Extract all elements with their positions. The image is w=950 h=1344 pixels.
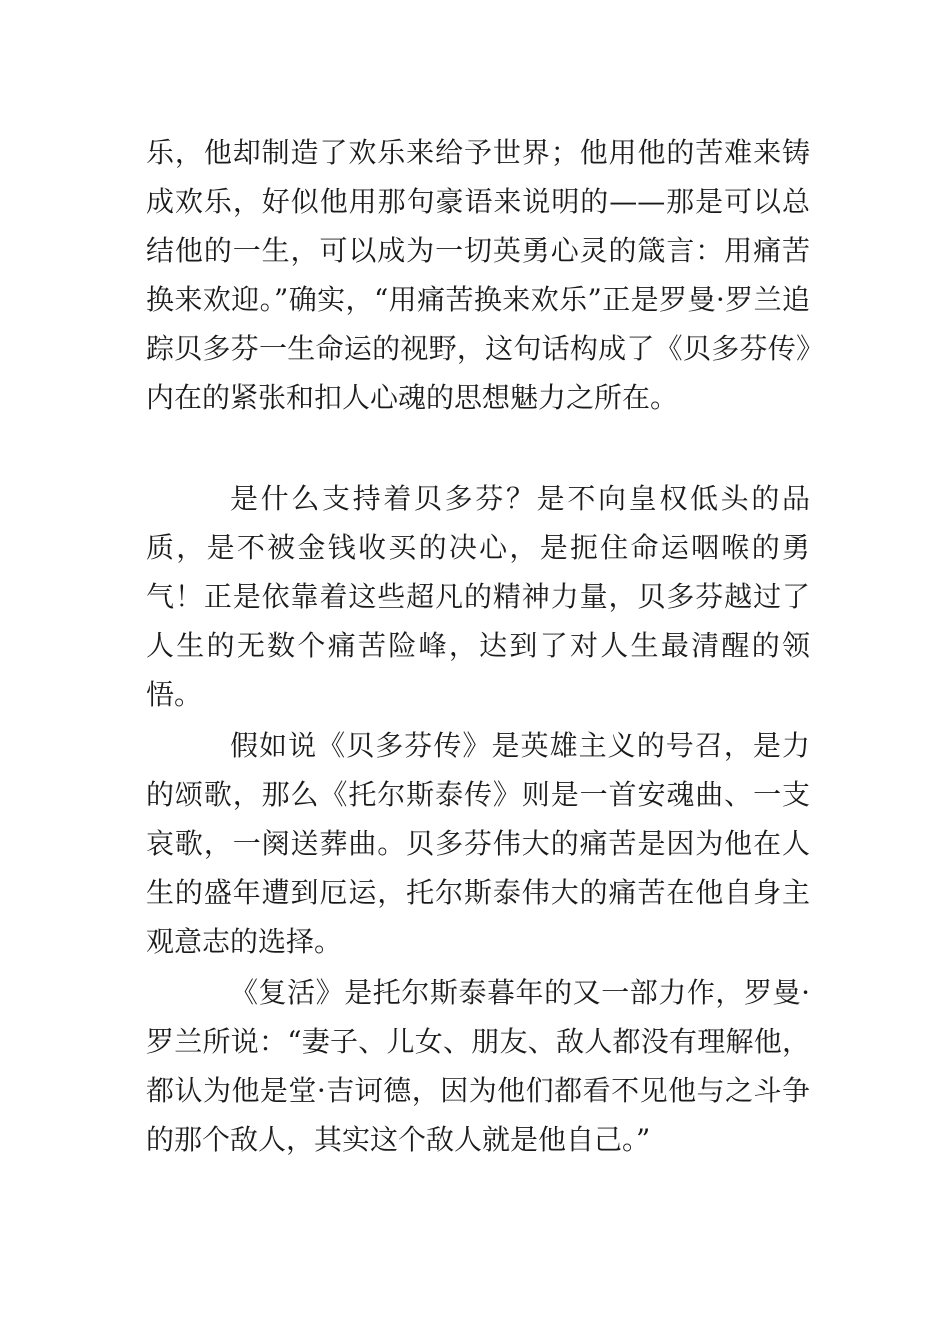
paragraph-resurrection: 《复活》是托尔斯泰暮年的又一部力作，罗曼·罗兰所说：“妻子、儿女、朋友、敌人都没有理解他，都认为他是堂·吉诃德，因为他们都看不见他与之斗争的那个敌人，其实这个敌人就是他自己。” bbox=[146, 976, 810, 1156]
paragraph-beethoven-joy: 乐，他却制造了欢乐来给予世界；他用他的苦难来铸成欢乐，好似他用那句豪语来说明的——那是可以总结他的一生，可以成为一切英勇心灵的箴言：用痛苦换来欢迎。”确实，“用痛苦换来欢乐”正是罗曼·罗兰追踪贝多芬一生命运的视野，这句话构成了《贝多芬传》内在的紧张和扣人心魂的思想魅力之所在。 bbox=[146, 136, 810, 414]
paragraph-tolstoy-biography: 假如说《贝多芬传》是英雄主义的号召，是力的颂歌，那么《托尔斯泰传》则是一首安魂曲、一支哀歌，一阕送葬曲。贝多芬伟大的痛苦是因为他在人生的盛年遭到厄运，托尔斯泰伟大的痛苦在他自身主观意志的选择。 bbox=[146, 729, 810, 958]
paragraph-beethoven-support: 是什么支持着贝多芬？是不向皇权低头的品质，是不被金钱收买的决心，是扼住命运咽喉的勇气！正是依靠着这些超凡的精神力量，贝多芬越过了人生的无数个痛苦险峰，达到了对人生最清醒的领悟。 bbox=[146, 482, 810, 711]
